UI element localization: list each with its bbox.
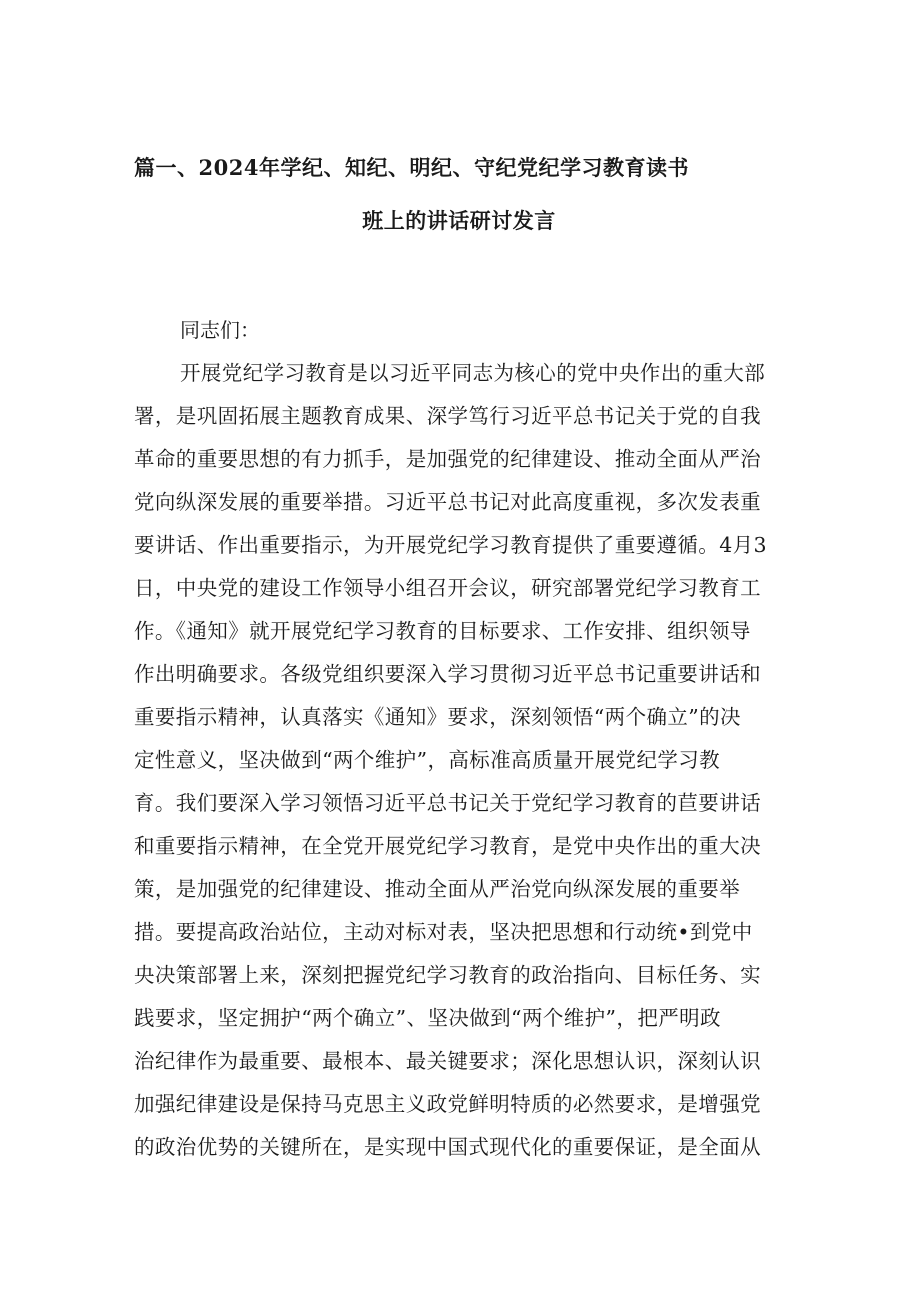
body-line: 策，是加强党的纪律建设、推动全面从严治党向纵深发展的重要举 [134, 877, 741, 901]
body-line: 作出明确要求。各级党组织要深入学习贯彻习近平总书记重要讲话和 [134, 662, 761, 686]
body-line: 育。我们要深入学习领悟习近平总书记关于党纪学习教育的苣要讲话 [134, 791, 761, 815]
body-line: 央决策部署上来，深刻把握党纪学习教育的政治指向、目标任务、实 [134, 963, 761, 987]
document-title-line-2: 班上的讲话研讨发言 [362, 208, 556, 233]
body-line: 措。要提高政治站位，主动对标对表，坚决把思想和行动统•到党中 [134, 920, 753, 944]
body-line: 日，中央党的建设工作领导小组召开会议，研究部署党纪学习教育工 [134, 576, 761, 600]
body-line: 的政治优势的关键所在，是实现中国式现代化的重要保证，是全面从 [134, 1135, 761, 1159]
body-line: 和重要指示精神，在全党开展党纪学习教育，是党中央作出的重大决 [134, 834, 761, 858]
body-line: 党向纵深发展的重要举措。习近平总书记对此高度重视，多次发表重 [134, 490, 761, 514]
body-line: 治纪律作为最重要、最根本、最关键要求；深化思想认识，深刻认识 [134, 1049, 761, 1073]
body-line: 践要求，坚定拥护“两个确立”、坚决做到“两个维护”，把严明政 [134, 1006, 721, 1030]
body-line: 加强纪律建设是保持马克思主义政党鲜明特质的必然要求，是增强党 [134, 1092, 761, 1116]
body-line: 署，是巩固拓展主题教育成果、深学笃行习近平总书记关于党的自我 [134, 404, 761, 428]
body-line: 革命的重要思想的有力抓手，是加强党的纪律建设、推动全面从严治 [134, 447, 761, 471]
body-line: 重要指示精神，认真落实《通知》要求，深刻领悟“两个确立”的决 [134, 705, 741, 729]
body-line: 要讲话、作出重要指示，为开展党纪学习教育提供了重要遵循。4月3 [134, 533, 767, 557]
body-line: 定性意义，坚决做到“两个维护”，高标准高质量开展党纪学习教 [134, 748, 721, 772]
body-line: 开展党纪学习教育是以习近平同志为核心的党中央作出的重大部 [180, 361, 766, 385]
greeting: 同志们： [180, 318, 260, 342]
body-line: 作。《通知》就开展党纪学习教育的目标要求、工作安排、组织领导 [134, 619, 751, 643]
document-title-line-1: 篇一、2024年学纪、知纪、明纪、守纪党纪学习教育读书 [134, 155, 689, 180]
